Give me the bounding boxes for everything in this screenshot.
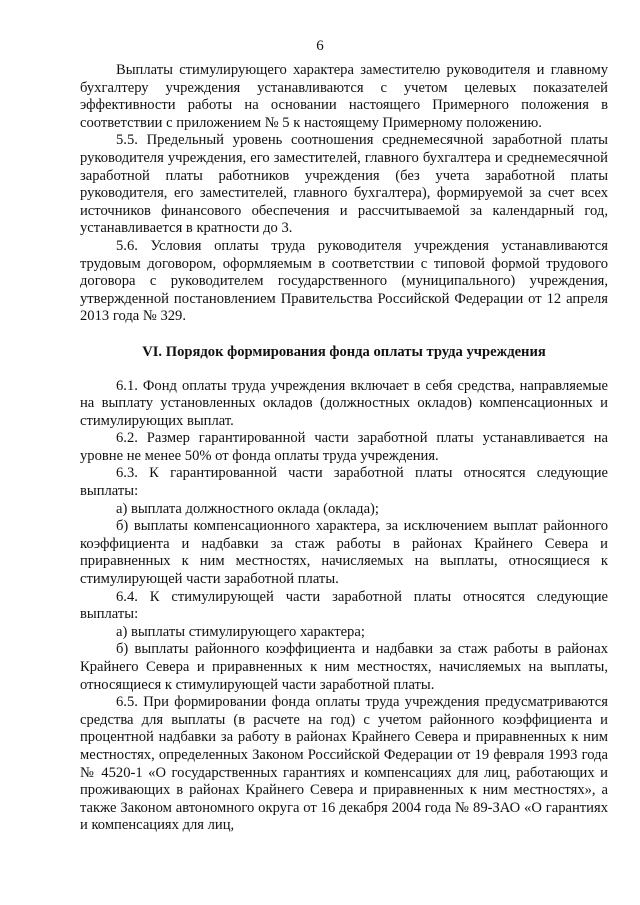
paragraph-6-3-b: б) выплаты компенсационного характера, за исключением выплат районного коэффициента и надбавки за стаж работы в районах Крайнего Севера и приравненных к ним местностях, начисляемых на выплаты, относящиеся к стимулирующей части заработной платы. bbox=[80, 518, 608, 588]
page-number: 6 bbox=[316, 38, 324, 54]
paragraph-6-3-a: а) выплата должностного оклада (оклада); bbox=[116, 500, 379, 517]
paragraph-6-4-a: а) выплаты стимулирующего характера; bbox=[116, 623, 365, 640]
paragraph-6-5: 6.5. При формировании фонда оплаты труда учреждения предусматриваются средства для выплаты (в расчете на год) с учетом районного коэффициента и процентной надбавки за работу в районах Крайнего Севера и приравненных к ним местностях, определенных Законом Российской Федерации от 19 февраля 1993 года № 4520-1 «О государственных гарантиях и компенсациях для лиц, работающих и проживающих в районах Крайнего Севера и приравненных к ним местностях», а также Законом автономного округа от 16 декабря 2004 года № 89-ЗАО «О гарантиях и компенсациях для лиц, bbox=[80, 694, 608, 834]
paragraph-6-4-b: б) выплаты районного коэффициента и надбавки за стаж работы в районах Крайнего Севера и приравненных к ним местностях, начисляемых на выплаты, относящиеся к стимулирующей части заработной платы. bbox=[80, 641, 608, 693]
section-heading: VI. Порядок формирования фонда оплаты труда учреждения bbox=[142, 343, 546, 360]
paragraph-6-2: 6.2. Размер гарантированной части заработной платы устанавливается на уровне не менее 50% от фонда оплаты труда учреждения. bbox=[80, 430, 608, 464]
paragraph-6-3: 6.3. К гарантированной части заработной платы относятся следующие выплаты: bbox=[80, 465, 608, 500]
paragraph-5-5: 5.5. Предельный уровень соотношения среднемесячной заработной платы руководителя учреждения, его заместителей, главного бухгалтера и среднемесячной заработной платы работников учреждения (без учета заработной платы руководителя, его заместителей, главного бухгалтера), формируемой за счет всех источников финансового обеспечения и рассчитываемой за календарный год, устанавливается в кратности до 3. bbox=[80, 132, 608, 237]
paragraph-5-6: 5.6. Условия оплаты труда руководителя учреждения устанавливаются трудовым договором, оформляемым в соответствии с типовой формой трудового договора с руководителем государственного (муниципального) учреждения, утвержденной постановлением Правительства Российской Федерации от 12 апреля 2013 года № 329. bbox=[80, 237, 608, 325]
paragraph-6-1: 6.1. Фонд оплаты труда учреждения включает в себя средства, направляемые на выплату установленных окладов (должностных окладов) компенсационных и стимулирующих выплат. bbox=[80, 377, 608, 429]
document-body bbox=[80, 62, 608, 835]
paragraph-6-4: 6.4. К стимулирующей части заработной платы относятся следующие выплаты: bbox=[80, 588, 608, 623]
paragraph-stimulating-payments: Выплаты стимулирующего характера заместителю руководителя и главному бухгалтеру учреждения устанавливаются с учетом целевых показателей эффективности работы на основании настоящего Примерного положения в соответствии с приложением № 5 к настоящему Примерному положению. bbox=[80, 62, 608, 131]
